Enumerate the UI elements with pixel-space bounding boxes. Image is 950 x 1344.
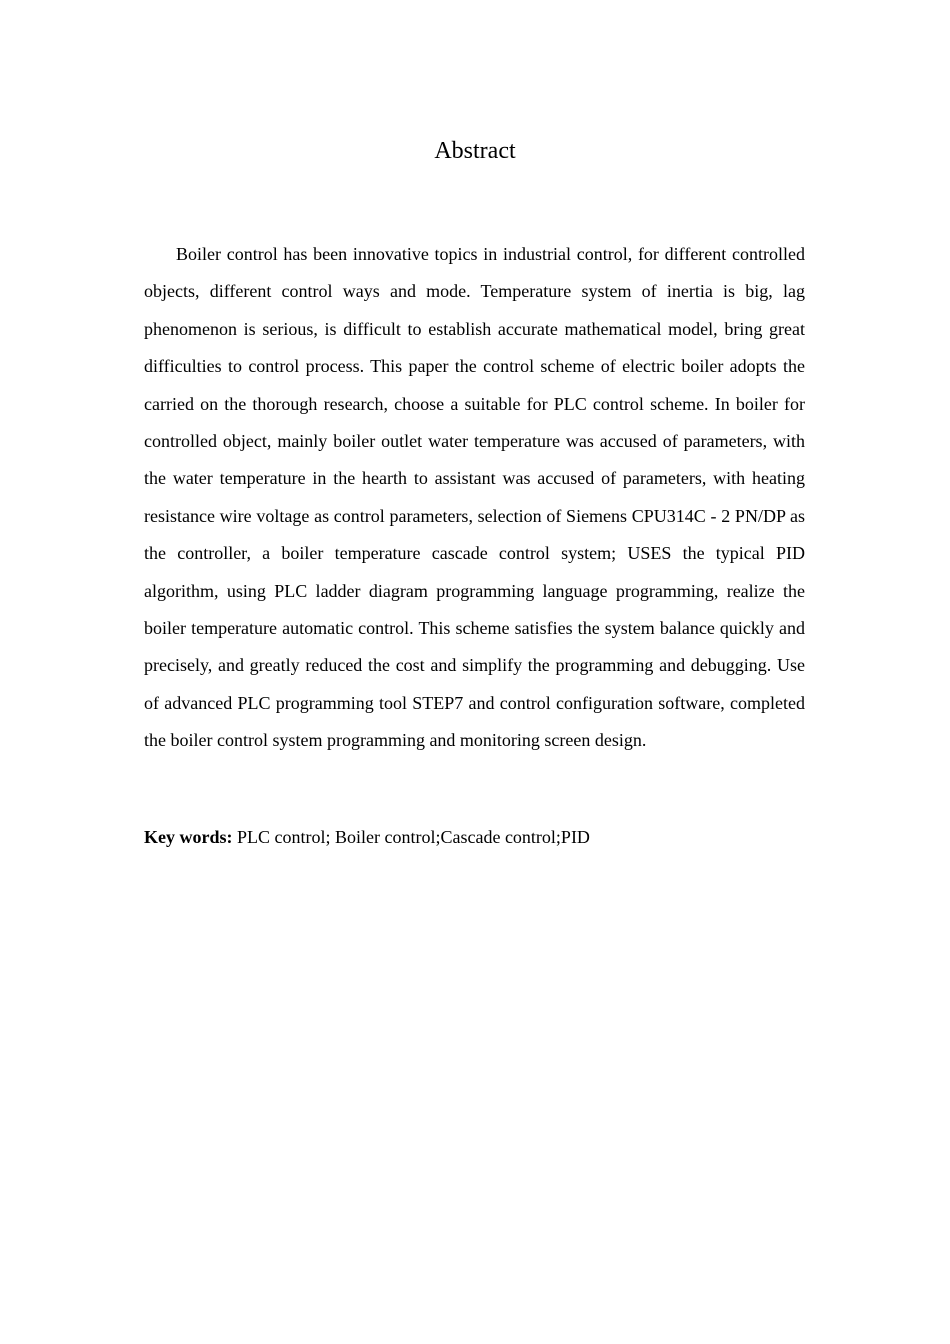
abstract-title: Abstract (434, 138, 516, 164)
abstract-body: Boiler control has been innovative topics in industrial control, for different controlled objects, different control ways and mode. Temperature system of inertia is big, lag phenomenon is serious, is difficult to establish accurate mathematical model, bring great difficulties to control process. This paper the control scheme of electric boiler adopts the carried on the thorough research, choose a suitable for PLC control scheme. In boiler for controlled object, mainly boiler outlet water temperature was accused of parameters, with the water temperature in the hearth to assistant was accused of parameters, with heating resistance wire voltage as control parameters, selection of Siemens CPU314C - 2 PN/DP as the controller, a boiler temperature cascade control system; USES the typical PID algorithm, using PLC ladder diagram programming language programming, realize the boiler temperature automatic control. This scheme satisfies the system balance quickly and precisely, and greatly reduced the cost and simplify the programming and debugging. Use of advanced PLC programming tool STEP7 and control configuration software, completed the boiler control system programming and monitoring screen design. (144, 244, 805, 751)
keywords-value: PLC control; Boiler control;Cascade control;PID (232, 827, 590, 847)
keywords-label: Key words: (144, 827, 233, 847)
keywords-line (144, 822, 805, 852)
